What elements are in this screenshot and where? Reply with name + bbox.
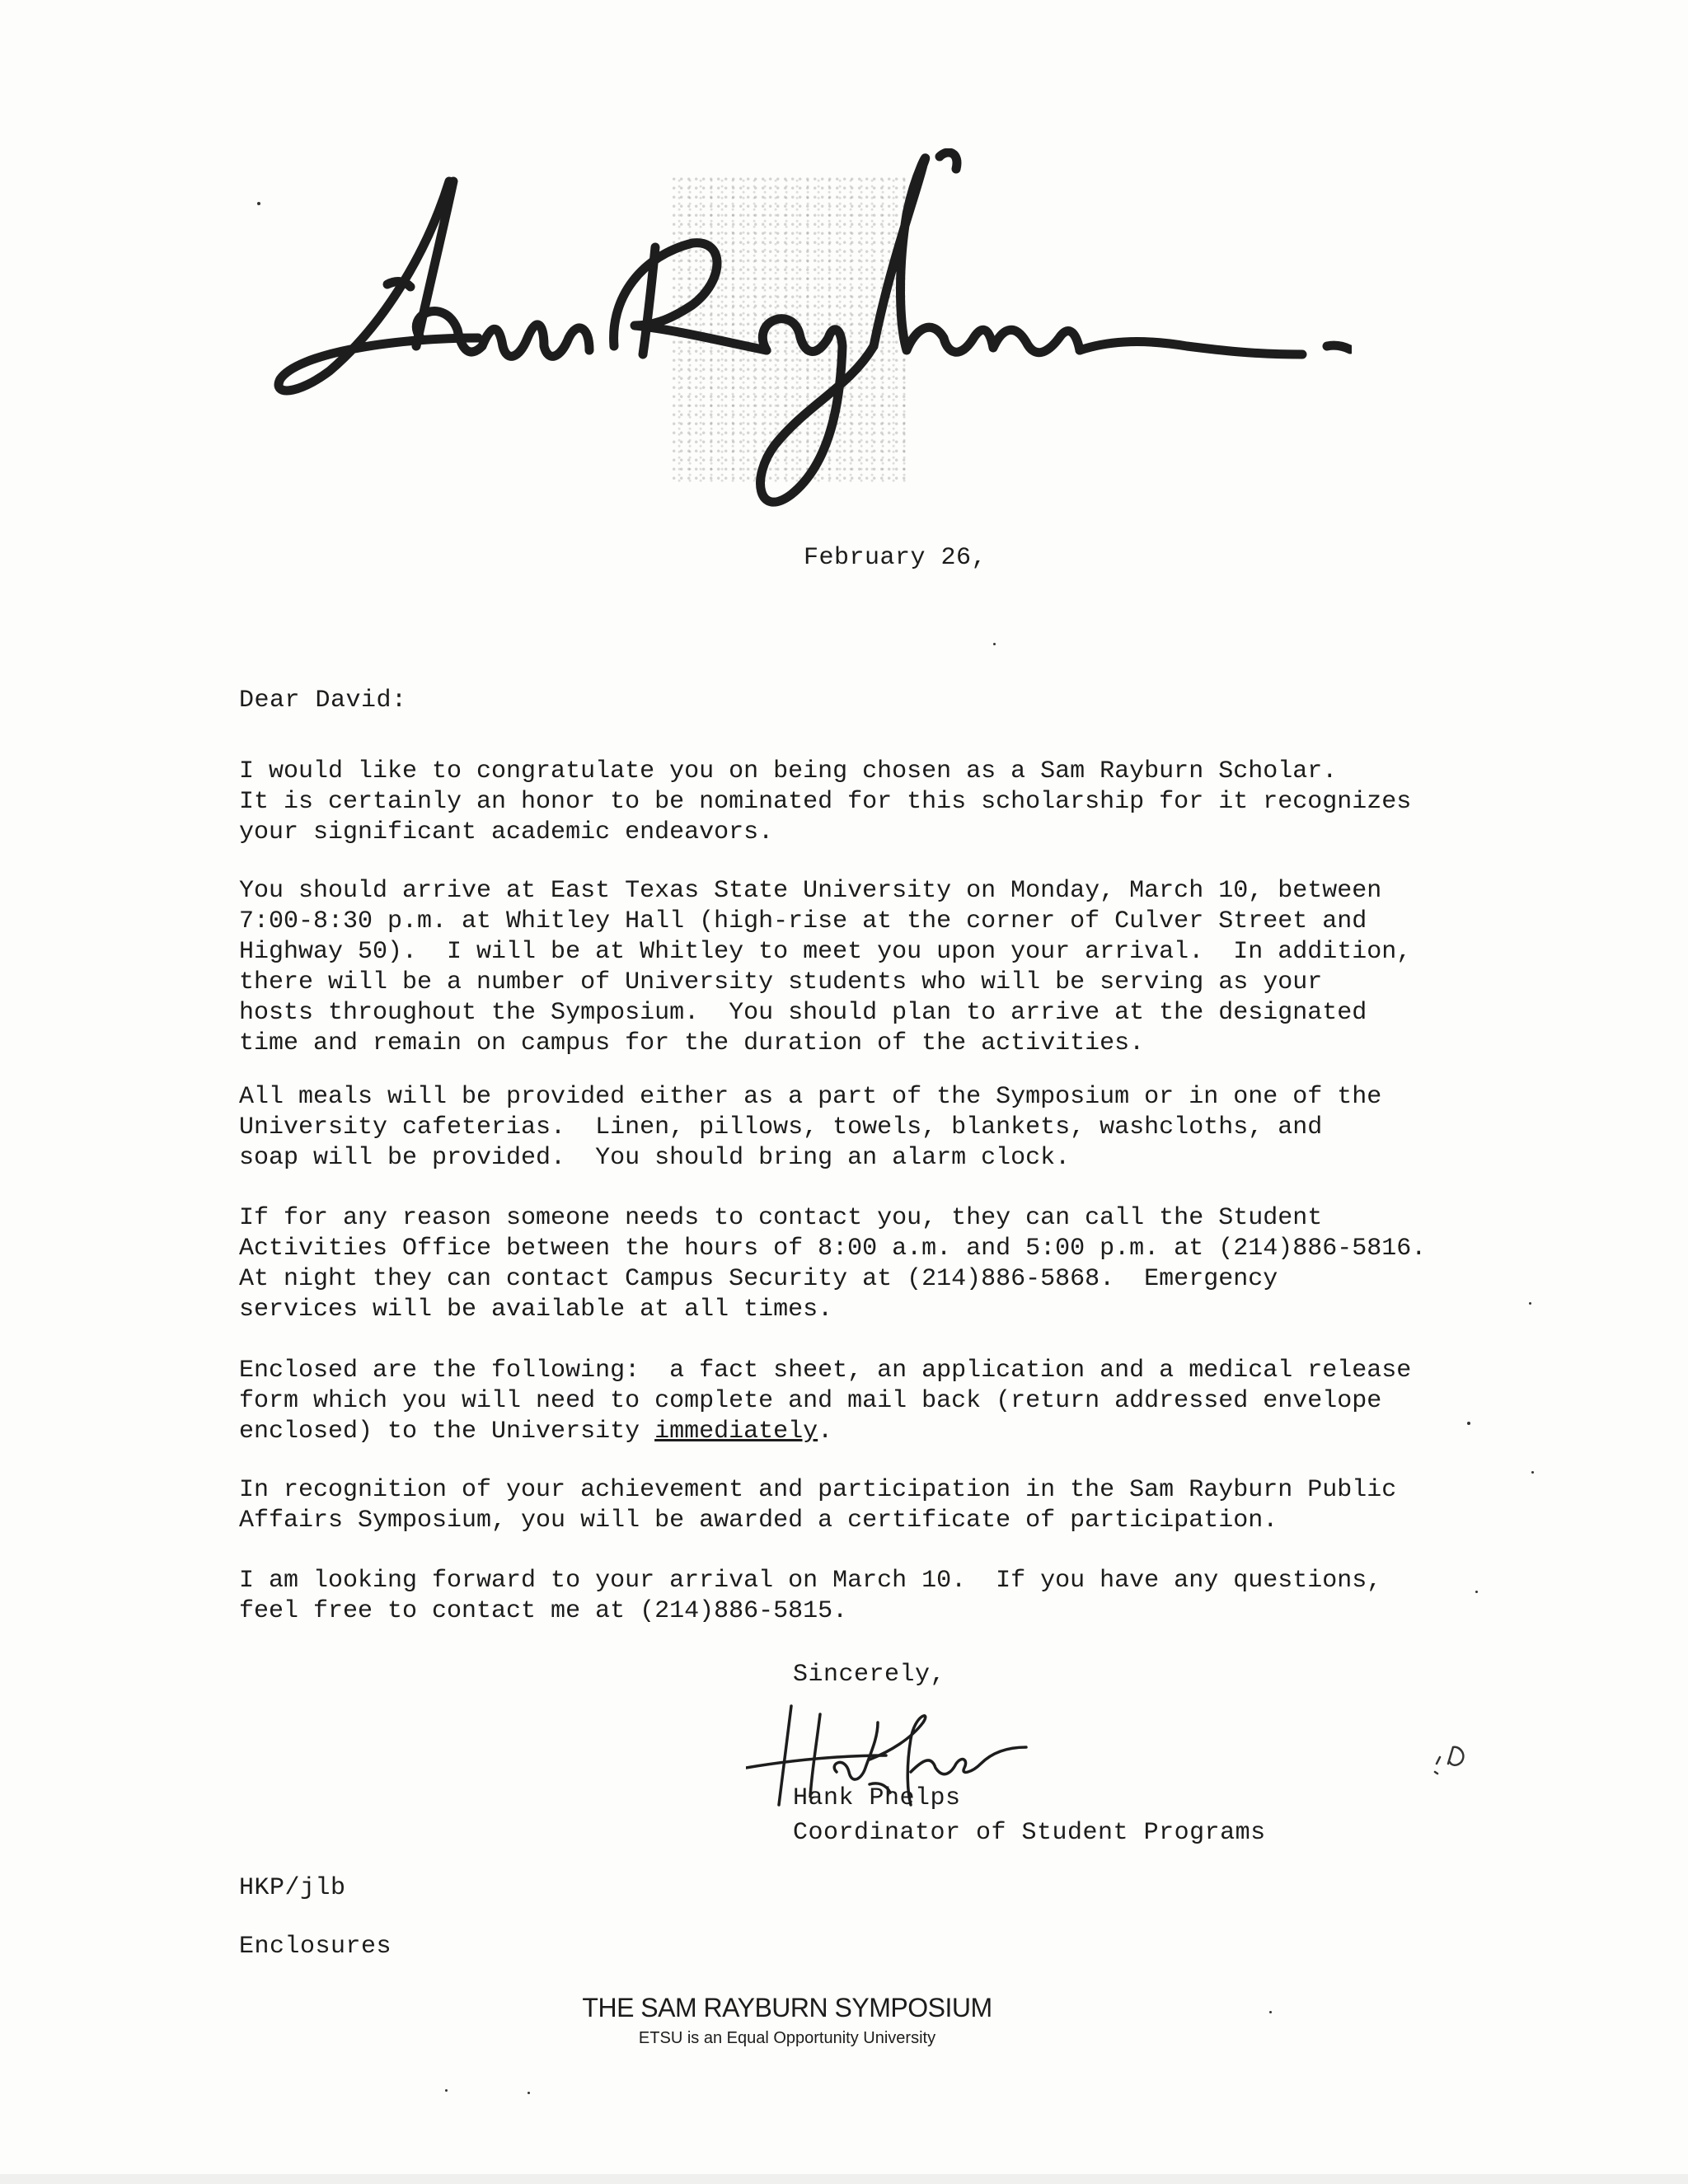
salutation: Dear David: (239, 687, 407, 715)
scan-speck (993, 643, 996, 645)
paragraph-congratulations: I would like to congratulate you on being chosen as a Sam Rayburn Scholar. It is certainly an honor to be nominated for this scholarship for it recognizes your significant academic endeavors. (239, 757, 1412, 846)
footer-symposium-name: THE SAM RAYBURN SYMPOSIUM (582, 1993, 992, 2022)
letterhead-signature-logo (264, 148, 1352, 544)
reference-initials: HKP/jlb (239, 1874, 346, 1902)
paragraph-meals: All meals will be provided either as a part of the Symposium or in one of the University cafeterias. Linen, pillows, towels, blankets, washcloths, and soap will be provided. You should bring an alarm clock. (239, 1083, 1382, 1172)
scan-speck (257, 202, 260, 205)
valediction: Sincerely, (793, 1661, 946, 1689)
emphasis-immediately: immediately (654, 1418, 818, 1446)
scan-speck (1531, 1471, 1534, 1474)
scan-speck (1475, 1591, 1478, 1593)
paragraph-enclosures (239, 1356, 1451, 1447)
margin-pen-mark (1430, 1739, 1479, 1780)
scan-bottom-edge (0, 2174, 1688, 2184)
enclosures-period: . (818, 1418, 833, 1446)
footer-equal-opportunity: ETSU is an Equal Opportunity University (638, 2029, 936, 2047)
enclosures-line: Enclosures (239, 1933, 392, 1961)
scan-speck (1529, 1302, 1531, 1305)
paragraph-certificate: In recognition of your achievement and participation in the Sam Rayburn Public Affairs Symposium, you will be awarded a certificate of participation. (239, 1476, 1397, 1535)
enclosures-text: Enclosed are the following: a fact sheet, an application and a medical release form which you will need to complete and mail back (return addressed envelope enclosed) to the University (239, 1357, 1412, 1446)
paragraph-contact: If for any reason someone needs to contact you, they can call the Student Activities Office between the hours of 8:00 a.m. and 5:00 p.m. at (214)886-5816. At night they can contact Campus Security at (214)886-5868. Emergency services will be available at all times. (239, 1204, 1427, 1324)
scan-speck (528, 2092, 530, 2094)
scan-speck (1467, 1422, 1470, 1425)
signatory-name: Hank Phelps (793, 1784, 961, 1812)
scan-speck (445, 2089, 448, 2092)
paragraph-arrival: You should arrive at East Texas State University on Monday, March 10, between 7:00-8:30 p.m. at Whitley Hall (high-rise at the corner of Culver Street and Highway 50). I will be at Whitley to meet you upon your arrival. In addition, there will be a number of University students who will be serving as your hosts throughout the Symposium. You should plan to arrive at the designated time and remain on campus for the duration of the activities. (239, 877, 1412, 1057)
paragraph-closing-remarks: I am looking forward to your arrival on March 10. If you have any questions, feel free to contact me at (214)886-5815. (239, 1567, 1382, 1625)
letter-date: February 26, (804, 544, 987, 572)
scan-speck (1269, 2011, 1272, 2013)
signatory-title: Coordinator of Student Programs (793, 1819, 1266, 1847)
